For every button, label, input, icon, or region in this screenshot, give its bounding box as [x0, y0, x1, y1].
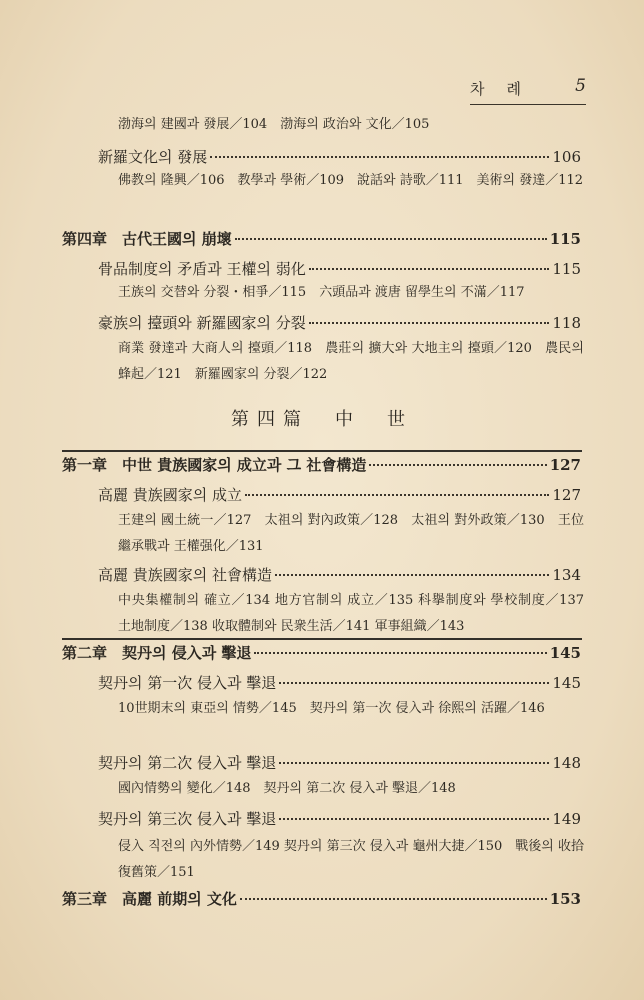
toc-chapter-title: 第四章 古代王國의 崩壞 [62, 230, 232, 248]
toc-page: 145 [549, 644, 581, 662]
toc-section [98, 312, 581, 333]
toc-chapter-title: 第一章 中世 貴族國家의 成立과 그 社會構造 [62, 456, 367, 474]
leader-dots [279, 762, 549, 764]
toc-detail: 10世期末의 東亞의 情勢／145 契丹의 第一次 侵入과 徐熙의 活躍／146 [118, 701, 545, 716]
divider-rule [62, 450, 582, 452]
toc-section [98, 752, 581, 773]
leader-dots [245, 494, 549, 496]
toc-section-title: 高麗 貴族國家의 社會構造 [98, 566, 273, 584]
page-number: 5 [575, 76, 586, 96]
toc-page: 106 [552, 148, 581, 166]
toc-chapter [62, 228, 581, 249]
toc-section-title: 新羅文化의 發展 [98, 148, 208, 166]
toc-detail: 王建의 國土統一／127 太祖의 對內政策／128 太祖의 對外政策／130 王位繼承戰과 王權强化／131 [118, 513, 584, 554]
leader-dots [235, 238, 547, 240]
toc-detail: 王族의 交替와 分裂・相爭／115 六頭品과 渡唐 留學生의 不滿／117 [118, 285, 525, 300]
leader-dots [210, 156, 549, 158]
leader-dots [279, 682, 549, 684]
toc-section [98, 258, 581, 279]
toc-chapter [62, 454, 581, 475]
leader-dots [275, 574, 549, 576]
header-title: 차례 [470, 80, 543, 98]
leader-dots [309, 268, 550, 270]
toc-section [98, 564, 581, 585]
toc-section-title: 契丹의 第一次 侵入과 擊退 [98, 674, 277, 692]
toc-page: 145 [552, 674, 581, 692]
leader-dots [369, 464, 546, 466]
toc-section [98, 146, 581, 167]
toc-page: 115 [552, 260, 581, 278]
toc-page: 127 [549, 456, 581, 474]
toc-detail: 國內情勢의 變化／148 契丹의 第二次 侵入과 擊退／148 [118, 781, 456, 796]
leader-dots [254, 652, 546, 654]
toc-section-title: 骨品制度의 矛盾과 王權의 弱化 [98, 260, 306, 278]
toc-section-title: 契丹의 第三次 侵入과 擊退 [98, 810, 277, 828]
toc-page: 148 [552, 754, 581, 772]
running-header [470, 78, 586, 105]
toc-chapter-title: 第三章 高麗 前期의 文化 [62, 890, 237, 908]
toc-detail: 佛教의 隆興／106 教學과 學術／109 說話와 詩歌／111 美術의 發達／112 [118, 173, 584, 188]
toc-section [98, 808, 581, 829]
toc-section [98, 672, 581, 693]
toc-section [98, 484, 581, 505]
divider-rule [62, 638, 582, 640]
toc-page: 127 [552, 486, 581, 504]
toc-detail: 侵入 직전의 內外情勢／149 契丹의 第三次 侵入과 龜州大捷／150 戰後의 收拾復舊策／151 [118, 839, 584, 880]
toc-detail: 商業 發達과 大商人의 擡頭／118 農莊의 擴大와 大地主의 擡頭／120 農民의 蜂起／121 新羅國家의 分裂／122 [118, 341, 584, 382]
toc-section-title: 豪族의 擡頭와 新羅國家의 分裂 [98, 314, 306, 332]
leader-dots [279, 818, 549, 820]
toc-page: 134 [552, 566, 581, 584]
toc-page: 118 [552, 314, 581, 332]
toc-detail: 渤海의 建國과 發展／104 渤海의 政治와 文化／105 [118, 117, 430, 132]
toc-page: 149 [552, 810, 581, 828]
toc-chapter [62, 888, 581, 909]
part-title: 第四篇 中 世 [231, 409, 413, 430]
toc-detail: 中央集權制의 確立／134 地方官制의 成立／135 科擧制度와 學校制度／137 土地制度／138 收取體制와 民衆生活／141 軍事組織／143 [118, 593, 598, 634]
toc-section-title: 高麗 貴族國家의 成立 [98, 486, 243, 504]
toc-page: 153 [549, 890, 581, 908]
toc-page: 115 [549, 230, 581, 248]
leader-dots [309, 322, 550, 324]
toc-chapter-title: 第二章 契丹의 侵入과 擊退 [62, 644, 252, 662]
toc-chapter [62, 642, 581, 663]
leader-dots [240, 898, 547, 900]
toc-section-title: 契丹의 第二次 侵入과 擊退 [98, 754, 277, 772]
